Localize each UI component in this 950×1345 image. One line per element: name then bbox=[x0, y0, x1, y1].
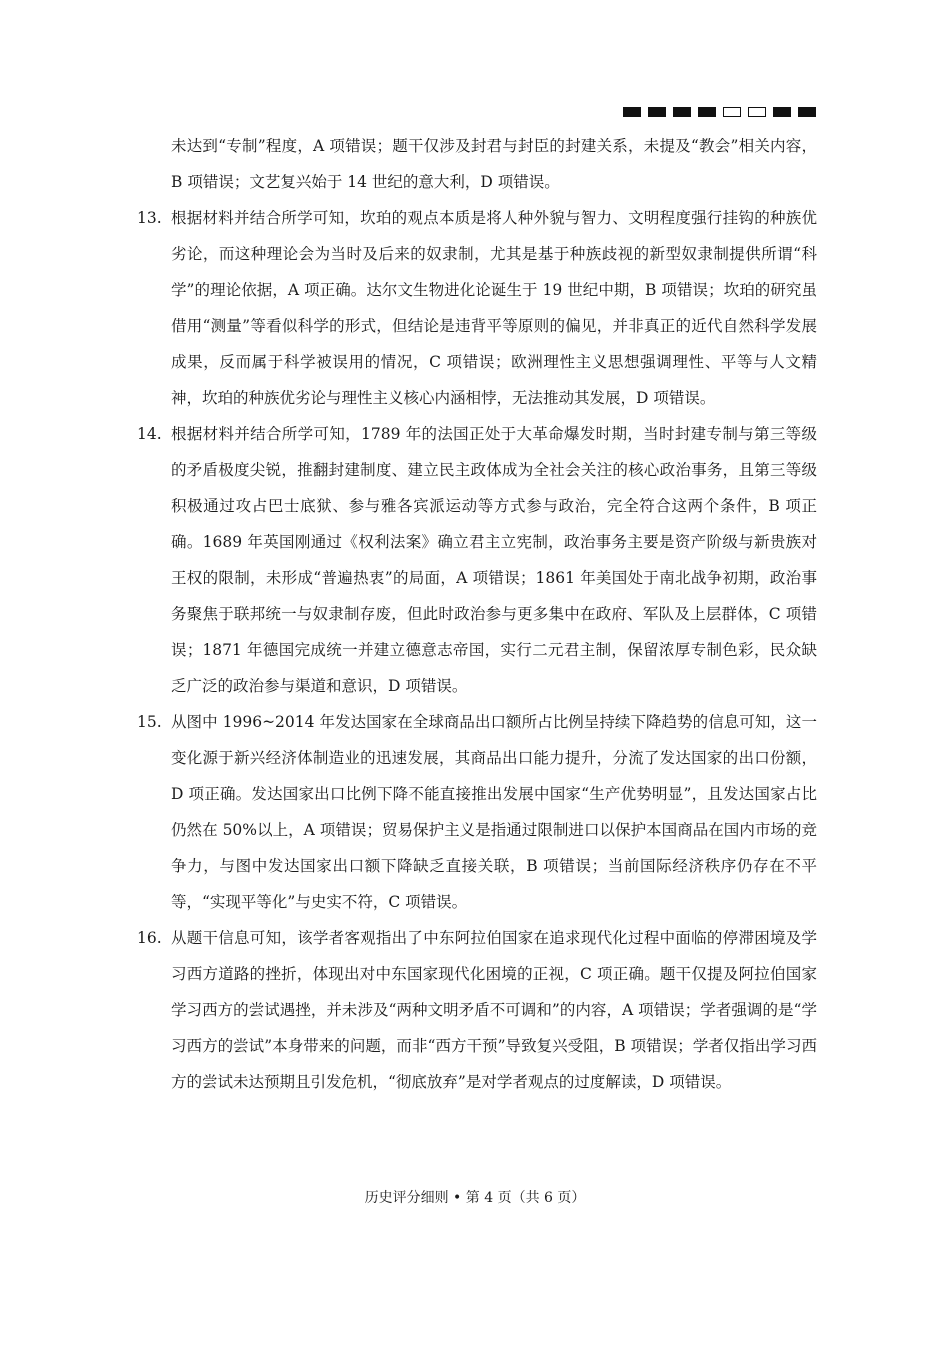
marker-3 bbox=[673, 107, 691, 117]
answer-item-13 bbox=[137, 200, 817, 416]
answer-explanations bbox=[137, 128, 817, 1100]
marker-4 bbox=[698, 107, 716, 117]
continuation-paragraph bbox=[137, 128, 817, 200]
answer-item-14 bbox=[137, 416, 817, 704]
marker-1 bbox=[623, 107, 641, 117]
answer-item-15 bbox=[137, 704, 817, 920]
marker-5 bbox=[723, 107, 741, 117]
marker-6 bbox=[748, 107, 766, 117]
item-number: 14. bbox=[137, 425, 162, 443]
marker-7 bbox=[773, 107, 791, 117]
item-number: 16. bbox=[137, 929, 162, 947]
page-footer: 历史评分细则 • 第 4 页（共 6 页） bbox=[364, 1190, 586, 1206]
item-text: 根据材料并结合所学可知，坎珀的观点本质是将人种外貌与智力、文明程度强行挂钩的种族优劣论，而这种理论会为当时及后来的奴隶制，尤其是基于种族歧视的新型奴隶制提供所谓“科学”的理论依据，A 项正确。达尔文生物进化论诞生于 19 世纪中期，B 项错误；坎珀的研究虽借用“测量”等看似科学的形式，但结论是违背平等原则的偏见，并非真正的近代自然科学发展成果，反而属于科学被误用的情况，C 项错误；欧洲理性主义思想强调理性、平等与人文精神，坎珀的种族优劣论与理性主义核心内涵相悖，无法推动其发展，D 项错误。 bbox=[171, 209, 817, 407]
item-number: 13. bbox=[137, 209, 162, 227]
marker-8 bbox=[798, 107, 816, 117]
item-text: 根据材料并结合所学可知，1789 年的法国正处于大革命爆发时期，当时封建专制与第三等级的矛盾极度尖锐，推翻封建制度、建立民主政体成为全社会关注的核心政治事务，且第三等级积极通过攻占巴士底狱、参与雅各宾派运动等方式参与政治，完全符合这两个条件，B 项正确。1689 年英国刚通过《权利法案》确立君主立宪制，政治事务主要是资产阶级与新贵族对王权的限制，未形成“普遍热衷”的局面，A 项错误；1861 年美国处于南北战争初期，政治事务聚焦于联邦统一与奴隶制存废，但此时政治参与更多集中在政府、军队及上层群体，C 项错误；1871 年德国完成统一并建立德意志帝国，实行二元君主制，保留浓厚专制色彩，民众缺乏广泛的政治参与渠道和意识，D 项错误。 bbox=[171, 425, 817, 695]
item-number: 15. bbox=[137, 713, 162, 731]
item-text: 从图中 1996~2014 年发达国家在全球商品出口额所占比例呈持续下降趋势的信息可知，这一变化源于新兴经济体制造业的迅速发展，其商品出口能力提升，分流了发达国家的出口份额，D 项正确。发达国家出口比例下降不能直接推出发展中国家“生产优势明显”，且发达国家占比仍然在 50%以上，A 项错误；贸易保护主义是指通过限制进口以保护本国商品在国内市场的竞争力，与图中发达国家出口额下降缺乏直接关联，B 项错误；当前国际经济秩序仍存在不平等，“实现平等化”与史实不符，C 项错误。 bbox=[171, 713, 817, 911]
item-text: 从题干信息可知，该学者客观指出了中东阿拉伯国家在追求现代化过程中面临的停滞困境及学习西方道路的挫折，体现出对中东国家现代化困境的正视，C 项正确。题干仅提及阿拉伯国家学习西方的尝试遇挫，并未涉及“两种文明矛盾不可调和”的内容，A 项错误；学者强调的是“学习西方的尝试”本身带来的问题，而非“西方干预”导致复兴受阻，B 项错误；学者仅指出学习西方的尝试未达预期且引发危机，“彻底放弃”是对学者观点的过度解读，D 项错误。 bbox=[171, 929, 817, 1091]
marker-2 bbox=[648, 107, 666, 117]
item-text: 未达到“专制”程度，A 项错误；题干仅涉及封君与封臣的封建关系，未提及“教会”相关内容，B 项错误；文艺复兴始于 14 世纪的意大利，D 项错误。 bbox=[171, 137, 817, 191]
answer-item-16 bbox=[137, 920, 817, 1100]
header-marker-strip bbox=[623, 107, 816, 118]
